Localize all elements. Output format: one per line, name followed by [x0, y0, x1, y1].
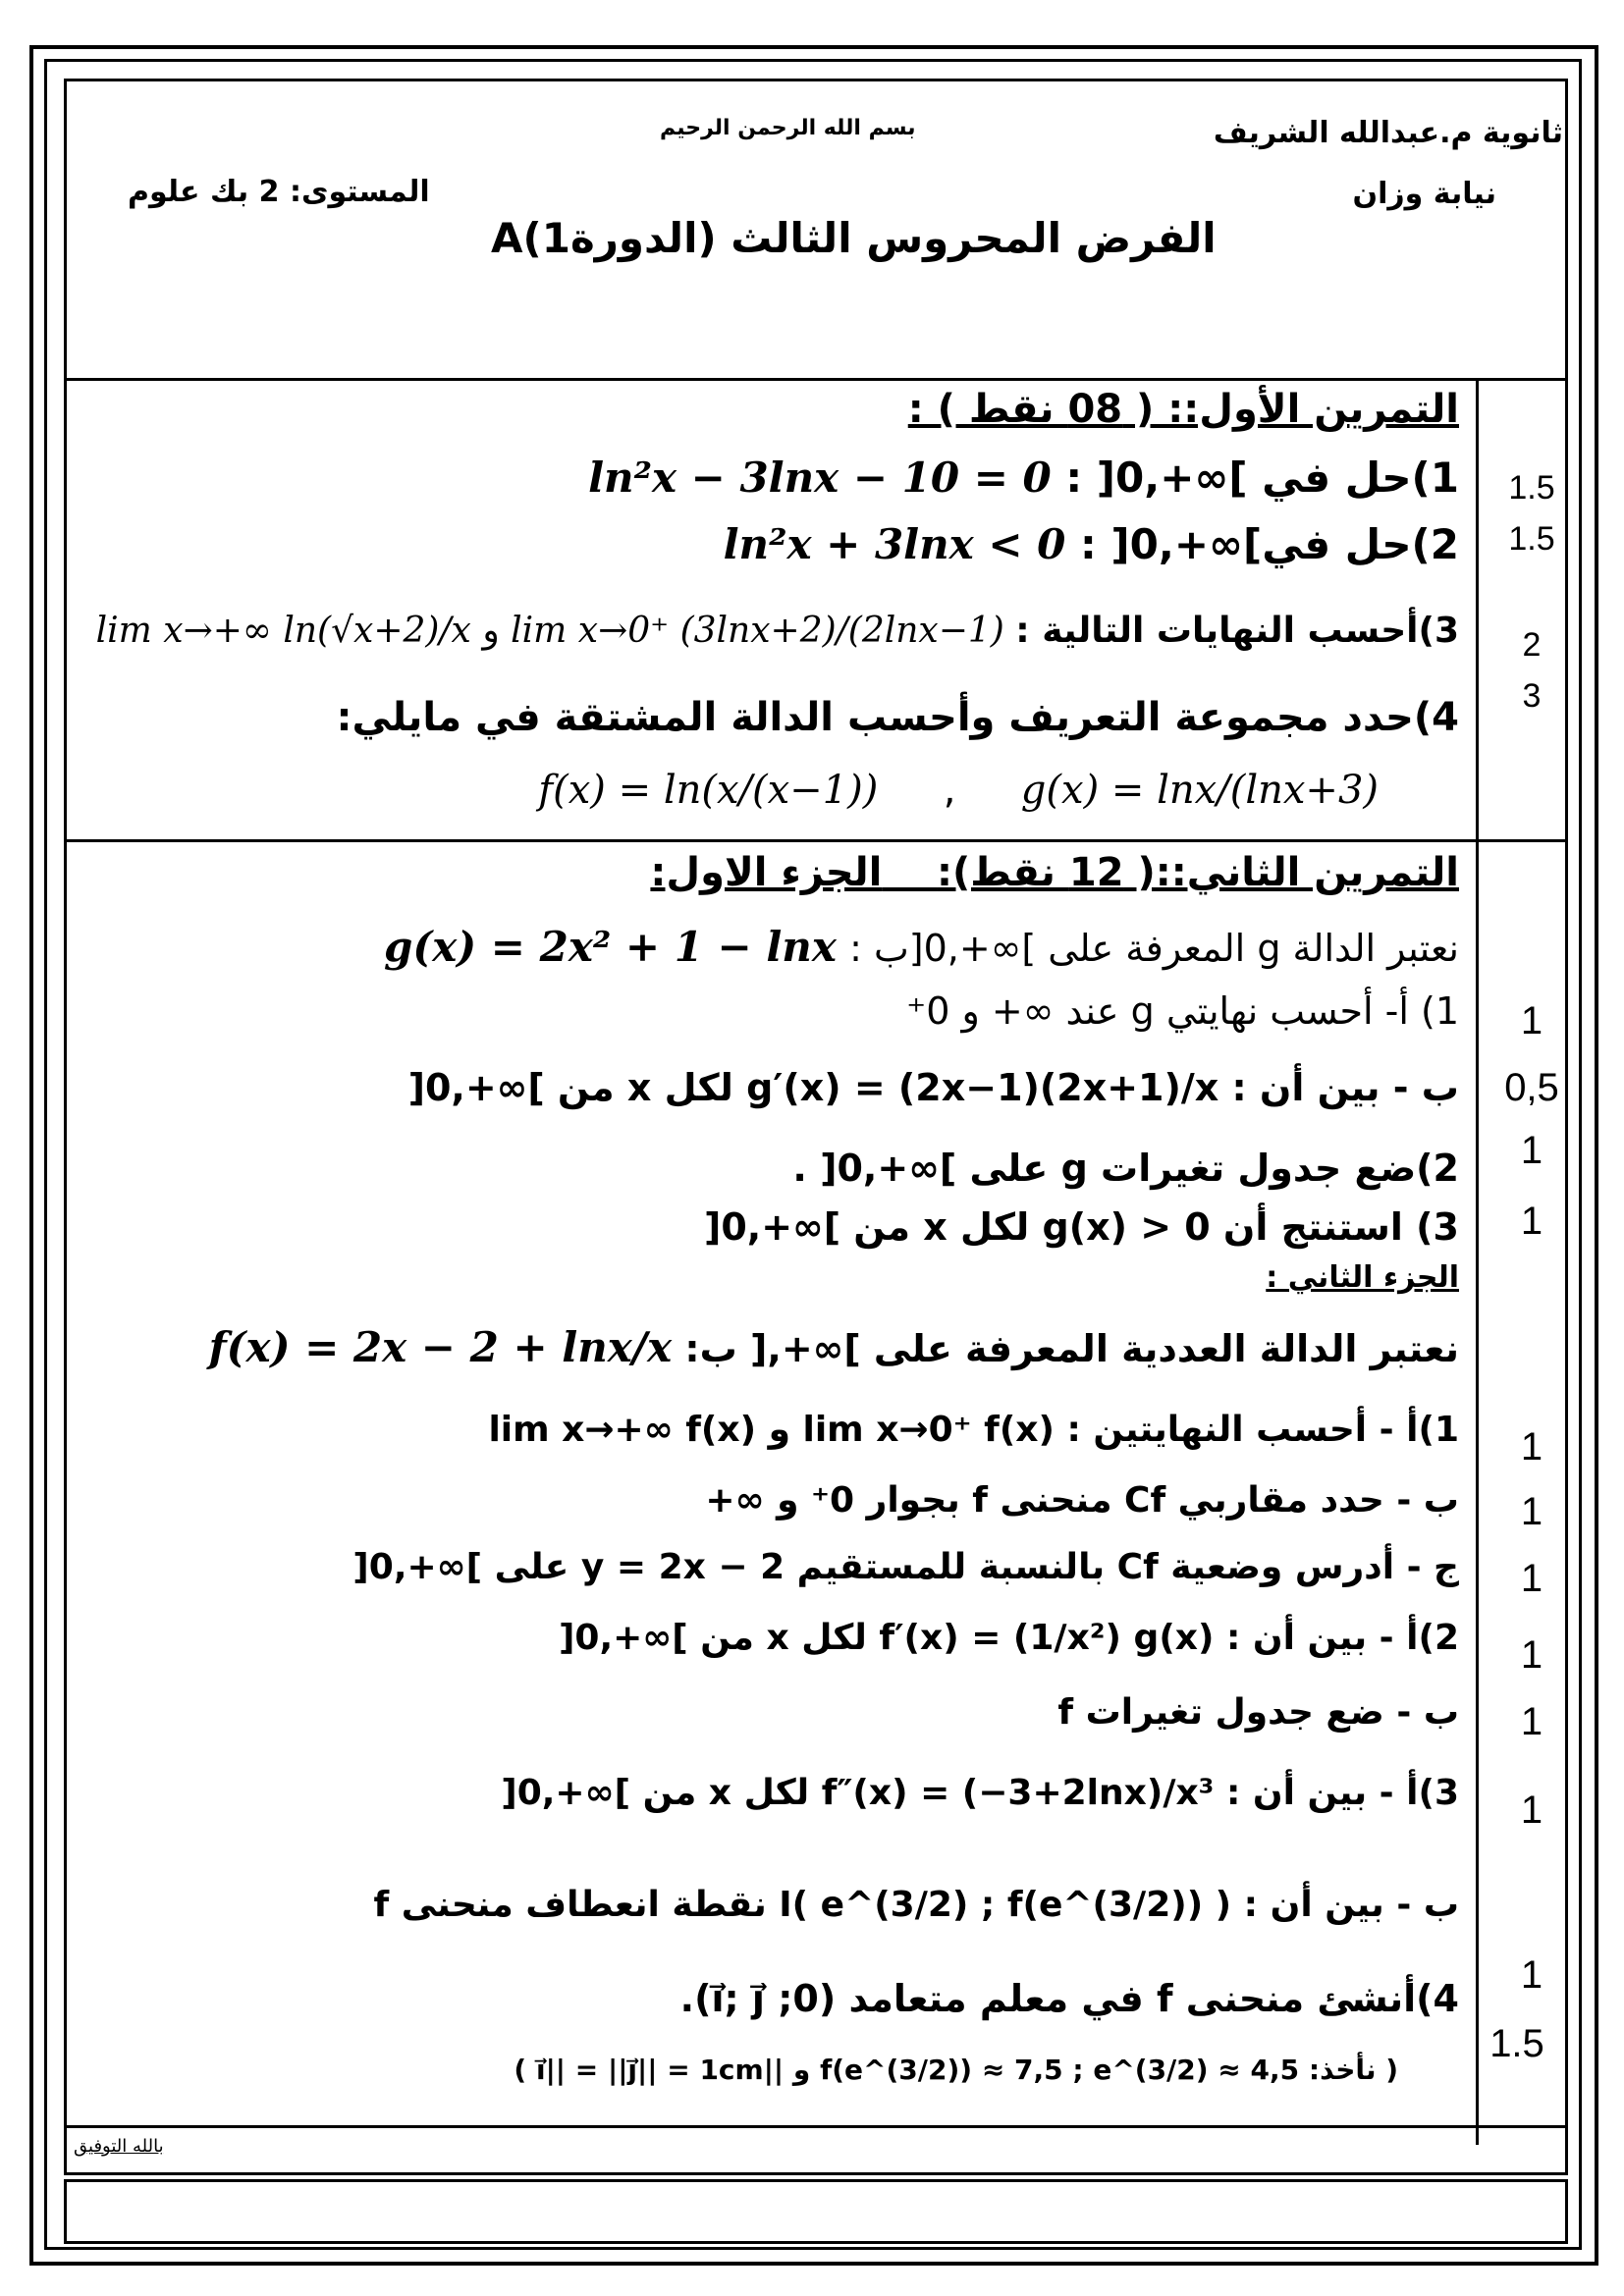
ex1-q4-g: g(x) = lnx/(lnx+3) — [1020, 768, 1379, 813]
ex2-point-11: 1 — [1520, 1953, 1543, 1997]
directorate: نيابة وزان — [1352, 177, 1496, 211]
level — [128, 175, 430, 209]
ex2-point-10: 1 — [1520, 1789, 1543, 1832]
ex2-part2-label: الجزء الثاني : — [1266, 1260, 1459, 1295]
ex1-q4-f: f(x) = ln(x/(x−1)) — [538, 768, 879, 813]
bottom-divider — [64, 2125, 1565, 2128]
ex1-q3-lim1: lim x→0⁺ (3lnx+2)/(2lnx−1) — [511, 611, 1004, 651]
ex2-p2-q1a: 1)أ - أحسب النهايتين : lim x→0⁺ f(x) و lim x→+∞ f(x) — [488, 1410, 1459, 1450]
level-value: 2 بك علوم — [128, 175, 280, 209]
ex2-heading — [650, 850, 1459, 895]
ex2-point-6: 1 — [1520, 1490, 1543, 1533]
ex2-p1-q1a: 1) أ- أحسب نهايتي g عند ∞+ و 0⁺ — [906, 989, 1459, 1033]
ex2-point-2: 0,5 — [1504, 1066, 1559, 1109]
ex1-q4-comma: , — [943, 768, 956, 813]
ex2-p1-q2: 2)ضع جدول تغيرات g على ]∞+,0[ . — [792, 1147, 1459, 1190]
ex1-q4: 4)حدد مجموعة التعريف وأحسب الدالة المشتقة في مايلي: — [336, 695, 1459, 740]
ex1-q3-text: 3)أحسب النهايات التالية : — [1015, 611, 1459, 651]
footer-box — [64, 2179, 1568, 2244]
ex1-q3 — [96, 611, 1459, 651]
page-title: الفرض المحروس الثالث (الدورة1)A — [491, 214, 1217, 262]
ex1-heading: التمرين الأول:: ( 08 نقط ) : — [907, 387, 1459, 432]
ex2-point-1: 1 — [1520, 999, 1543, 1042]
ex2-p2-q3b: ب - بين أن : I( e^(3/2) ; f(e^(3/2)) ) نقطة انعطاف منحنى f — [373, 1885, 1459, 1925]
ex2-point-4: 1 — [1520, 1200, 1543, 1243]
ex2-point-7: 1 — [1520, 1557, 1543, 1600]
ex1-q1 — [588, 454, 1459, 502]
ex1-q2 — [724, 520, 1459, 568]
school-name: ثانوية م.عبدالله الشريف — [1213, 116, 1563, 150]
ex1-point-2: 1.5 — [1508, 520, 1555, 558]
ex2-p1-g: g(x) = 2x² + 1 − lnx — [384, 923, 837, 971]
level-label: المستوى: — [289, 175, 430, 209]
ex1-point-3: 2 — [1522, 626, 1542, 664]
ex2-point-3: 1 — [1520, 1129, 1543, 1172]
ex2-part1-label: الجزء الاول: — [650, 850, 883, 895]
ex2-p2-q1c: ج - أدرس وضعية Cf بالنسبة للمستقيم y = 2x − 2 على ]∞+,0[ — [352, 1547, 1459, 1587]
ex2-p2-f: f(x) = 2x − 2 + lnx/x — [208, 1323, 673, 1371]
ex2-p1-intro — [384, 923, 1459, 971]
ex2-p1-q1b: ب - بين أن : g′(x) = (2x−1)(2x+1)/x لكل x من ]∞+,0[ — [407, 1066, 1459, 1109]
basmala: بسم الله الرحمن الرحيم — [660, 116, 916, 140]
ex1-point-1: 1.5 — [1508, 469, 1555, 507]
ex1-q1-math: ln²x − 3lnx − 10 = 0 — [588, 454, 1052, 502]
ex2-p2-intro-text: نعتبر الدالة العددية المعرفة على ]∞+,[ ب: — [684, 1327, 1459, 1370]
ex1-q3-and: و — [482, 611, 500, 651]
ex2-p2-intro — [209, 1323, 1459, 1371]
closing-text: بالله التوفيق — [74, 2136, 164, 2157]
ex1-point-4: 3 — [1522, 677, 1542, 715]
ex2-p2-q2b: ب - ضع جدول تغيرات f — [1057, 1692, 1459, 1733]
ex1-q4-functions — [538, 768, 1379, 813]
ex2-p2-q1b: ب - حدد مقاربي Cf منحنى f بجوار 0⁺ و ∞+ — [705, 1480, 1459, 1521]
ex2-point-5: 1 — [1520, 1425, 1543, 1468]
header-divider — [64, 378, 1565, 381]
ex1-q2-math: ln²x + 3lnx < 0 — [723, 520, 1066, 568]
ex2-p2-note: ( نأخذ: f(e^(3/2)) ≈ 7,5 ; e^(3/2) ≈ 4,5 و ||i⃗|| = ||j⃗|| = 1cm ) — [514, 2054, 1398, 2086]
ex2-point-12: 1.5 — [1489, 2022, 1544, 2065]
ex2-p2-q4: 4)أنشئ منحنى f في معلم متعامد (0; i⃗; j⃗). — [679, 1977, 1459, 2020]
ex2-p2-q3a: 3)أ - بين أن : f″(x) = (−3+2lnx)/x³ لكل x من ]∞+,0[ — [501, 1773, 1459, 1813]
ex2-p1-q3: 3) استنتج أن g(x) > 0 لكل x من ]∞+,0[ — [703, 1205, 1459, 1249]
ex2-point-8: 1 — [1520, 1633, 1543, 1677]
section-divider — [64, 839, 1565, 842]
ex2-heading-text: التمرين الثاني::( 12 نقط): — [937, 850, 1459, 895]
ex1-q1-text: 1)حل في ]∞+,0[ : — [1065, 454, 1459, 502]
ex2-p2-q2a: 2)أ - بين أن : f′(x) = (1/x²) g(x) لكل x من ]∞+,0[ — [558, 1618, 1459, 1658]
ex2-p1-intro-text: نعتبر الدالة g المعرفة على ]∞+,0[ب : — [849, 927, 1459, 970]
ex2-point-9: 1 — [1520, 1700, 1543, 1743]
ex1-q3-lim2: lim x→+∞ ln(√x+2)/x — [95, 611, 471, 651]
ex1-q2-text: 2)حل في]∞+,0[ : — [1080, 520, 1459, 568]
points-column-divider — [1476, 378, 1479, 2145]
